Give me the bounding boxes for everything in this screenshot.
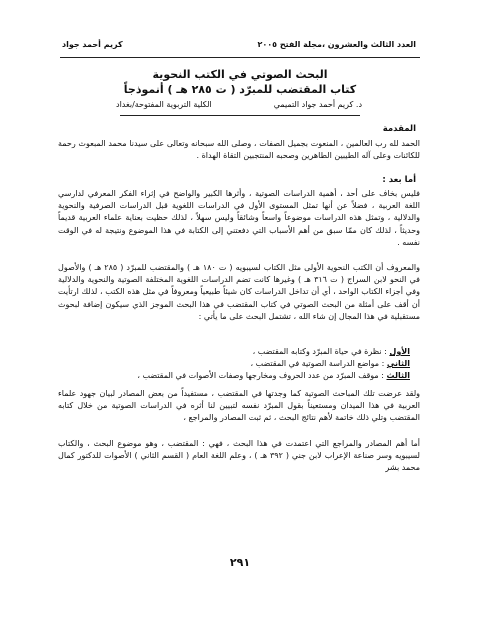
intro-heading: المقدمة xyxy=(382,124,416,134)
running-header-journal: العدد الثالث والعشرون ،مجلة الفتح ٢٠٠٥ xyxy=(257,40,416,49)
paragraph-2: والمعروف أن الكتب النحوية الأولى مثل الكتاب لسيبويه ( ت ١٨٠ هـ ) والمقتضب للمبرّد ( ٢٨٥ هـ ) والأصول في النحو لابن السراج ( ت ٣١٦ هـ ) وغيرها كانت تضم الدراسات اللغوية المختلفة الصوتية والنحوية والدلالية وفي أجزاء الكتاب الواحد ، أي أن تداخل الدراسات كان شيئاً طبيعياً ومعروفاً في مثل هذه الكتب ، لذلك ارتأيت أن أقف على أمثلة من البحث الصوتي في كتاب المقتضب في هذا البحث الموجز الذي سيكون إضافة لبحوث مستقبلية في هذا المجال إن شاء الله ، تشتمل البحث على ما يأتي : xyxy=(58,263,421,321)
list-item-label: الثاني xyxy=(386,359,410,368)
article-subtitle: كتاب المقتضب للمبرّد ( ت ٢٨٥ هـ ) أنموذجاً xyxy=(123,83,357,96)
running-header-author: كريم أحمد جواد xyxy=(62,40,123,49)
list-item xyxy=(60,370,410,382)
paragraph-4: أما أهم المصادر والمراجع التي اعتمدت في هذا البحث ، فهي : المقتضب ، وهو موضوع البحث ، والكتاب لسيبويه وسر صناعة الإعراب لابن جني ( ٣٩٢ هـ ) ، وعلم اللغة العام ( القسم الثاني ) الأصوات للدكتور كمال محمد بشر xyxy=(58,439,420,473)
list-item-label: الأول xyxy=(389,347,410,356)
list-item-label: الثالث xyxy=(386,371,410,380)
intro-paragraph: الحمد لله رب العالمين ، المنعوت بجميل الصفات ، وصلى الله سبحانه وتعالى على سيدنا محمد المبعوث رحمة للكائنات وعلى آله الطيبين الطاهرين وصحبه المنتجبين التقاة الهداة . xyxy=(58,139,420,161)
list-item xyxy=(60,358,410,370)
list-item-text: : مواضع الدراسة الصوتية في المقتضب ، xyxy=(250,359,385,368)
page-number: ٢٩١ xyxy=(229,556,251,569)
contents-list xyxy=(60,346,410,382)
amma-heading: أما بعد : xyxy=(382,175,416,185)
byline-author: د. كريم أحمد جواد التميمي xyxy=(273,100,362,109)
header-divider xyxy=(60,57,420,58)
article-title: البحث الصوتي في الكتب النحوية xyxy=(152,68,328,81)
paragraph-1: فليس بخاف على أحد ، أهمية الدراسات الصوتية ، وأثرها الكبير والواضح في إثراء الفكر المعرفي لدارسي اللغة العربية ، فضلاً عن أنها تمثل المستوى الأول في الدراسات اللغوية قبل الدراسات الصرفية والنحوية والدلالية ، وتمثل هذه الدراسات موضوعاً واسعاً وشائقاً وليس سهلاً ، لذلك حظيت بعناية علماء العربية قديماً وحديثاً ، لذلك كان ممّا سبق من أهم الأسباب التي دفعتني إلى الكتابة في هذا الموضوع ونتيجة له في الوقت نفسه . xyxy=(58,189,420,247)
list-item-text: : نظرة في حياة المبرّد وكتابه المقتضب ، xyxy=(252,347,387,356)
list-item-text: : موقف المبرّد من عدد الحروف ومخارجها وصفات الأصوات في المقتضب ، xyxy=(137,371,384,380)
paragraph-3: ولقد عرضت تلك المباحث الصوتية كما وجدتها في المقتضب ، مستفيداً من بعض المصادر لبيان جهود علماء العربية في هذا الميدان ومستعيناً بقول المبرّد نفسه لتبيين لنا أثره في الدراسات الصوتية من خلال كتابه المقتضب وتلي ذلك خاتمة لأهم نتائج البحث ، ثم ثبت المصادر والمراجع ، xyxy=(58,389,420,423)
list-item xyxy=(60,346,410,358)
byline-affiliation: الكلية التربوية المفتوحة/بغداد xyxy=(116,100,212,109)
title-divider xyxy=(120,115,360,116)
